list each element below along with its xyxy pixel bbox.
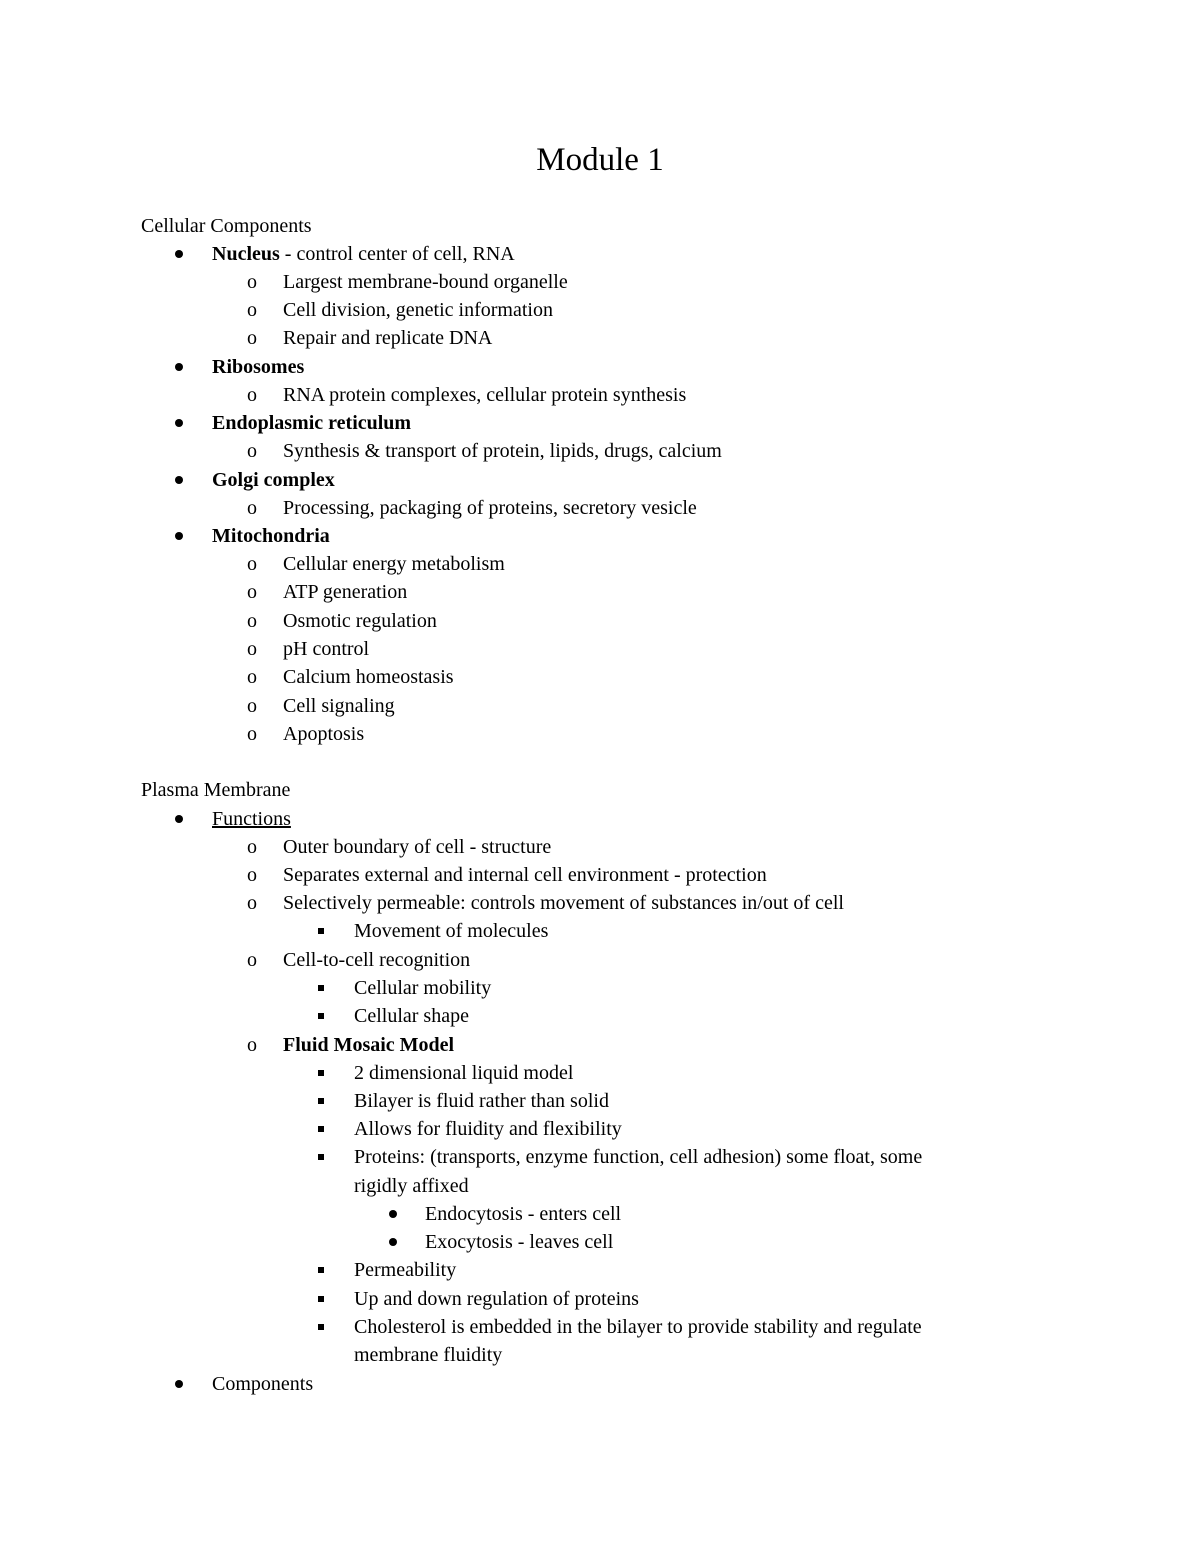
list-item-ribosomes: Ribosomes — [175, 353, 1075, 381]
bullet-circle-icon: o — [247, 723, 257, 745]
list-item-mitochondria: Mitochondria — [175, 522, 1075, 550]
list-item-functions: Functions — [175, 805, 1075, 833]
list-item-continuation: rigidly affixed — [354, 1175, 469, 1197]
bullet-circle-icon: o — [247, 497, 257, 519]
bullet-circle-icon: o — [247, 892, 257, 914]
list-item: Up and down regulation of proteins — [318, 1285, 1118, 1313]
bullet-square-icon — [318, 1324, 324, 1330]
bullet-square-icon — [318, 1070, 324, 1076]
list-item: Movement of molecules — [318, 917, 1118, 945]
bullet-circle-icon: o — [247, 864, 257, 886]
list-item: o Synthesis & transport of protein, lipids, drugs, calcium — [247, 437, 1147, 465]
bullet-disc-icon — [389, 1238, 397, 1246]
bullet-circle-icon: o — [247, 695, 257, 717]
list-item-golgi: Golgi complex — [175, 466, 1075, 494]
section-heading-plasma: Plasma Membrane — [141, 779, 291, 801]
list-item: o Apoptosis — [247, 720, 1147, 748]
list-item: o Largest membrane-bound organelle — [247, 268, 1147, 296]
bullet-disc-icon — [175, 815, 183, 823]
bullet-disc-icon — [389, 1210, 397, 1218]
list-item: o Cell-to-cell recognition — [247, 946, 1147, 974]
list-item: o Processing, packaging of proteins, secretory vesicle — [247, 494, 1147, 522]
bullet-square-icon — [318, 1154, 324, 1160]
list-item-nucleus: Nucleus - control center of cell, RNA — [175, 240, 1075, 268]
page-title: Module 1 — [536, 142, 664, 178]
list-item: Cellular shape — [318, 1002, 1118, 1030]
list-item: Endocytosis - enters cell — [389, 1200, 1089, 1228]
list-item: o Cell division, genetic information — [247, 296, 1147, 324]
bullet-circle-icon: o — [247, 638, 257, 660]
list-item: Bilayer is fluid rather than solid — [318, 1087, 1118, 1115]
bullet-square-icon — [318, 1126, 324, 1132]
list-item: Allows for fluidity and flexibility — [318, 1115, 1118, 1143]
bullet-circle-icon: o — [247, 299, 257, 321]
list-item-components: Components — [175, 1370, 1075, 1398]
bullet-circle-icon: o — [247, 271, 257, 293]
list-item: Cellular mobility — [318, 974, 1118, 1002]
bullet-square-icon — [318, 1098, 324, 1104]
bullet-square-icon — [318, 985, 324, 991]
bullet-circle-icon: o — [247, 1034, 257, 1056]
bullet-square-icon — [318, 1296, 324, 1302]
list-item: o pH control — [247, 635, 1147, 663]
bullet-circle-icon: o — [247, 836, 257, 858]
list-item: o Separates external and internal cell environment - protection — [247, 861, 1147, 889]
list-item: Cholesterol is embedded in the bilayer to provide stability and regulate — [318, 1313, 1118, 1341]
bullet-circle-icon: o — [247, 384, 257, 406]
list-item: Exocytosis - leaves cell — [389, 1228, 1089, 1256]
list-item: o Repair and replicate DNA — [247, 324, 1147, 352]
list-item-continuation: membrane fluidity — [354, 1344, 503, 1366]
bullet-disc-icon — [175, 250, 183, 258]
bullet-circle-icon: o — [247, 610, 257, 632]
list-item: Proteins: (transports, enzyme function, cell adhesion) some float, some — [318, 1143, 1118, 1171]
list-item: o Outer boundary of cell - structure — [247, 833, 1147, 861]
bullet-disc-icon — [175, 532, 183, 540]
bullet-square-icon — [318, 1267, 324, 1273]
list-item: o RNA protein complexes, cellular protein synthesis — [247, 381, 1147, 409]
bullet-circle-icon: o — [247, 553, 257, 575]
bullet-square-icon — [318, 1013, 324, 1019]
list-item: o Selectively permeable: controls movement of substances in/out of cell — [247, 889, 1147, 917]
list-item: 2 dimensional liquid model — [318, 1059, 1118, 1087]
bullet-disc-icon — [175, 419, 183, 427]
bullet-circle-icon: o — [247, 581, 257, 603]
bullet-disc-icon — [175, 1380, 183, 1388]
bullet-circle-icon: o — [247, 327, 257, 349]
bullet-disc-icon — [175, 363, 183, 371]
list-item-fluid-mosaic: o Fluid Mosaic Model — [247, 1031, 1147, 1059]
list-item: o Calcium homeostasis — [247, 663, 1147, 691]
list-item: o Cell signaling — [247, 692, 1147, 720]
section-heading-cellular: Cellular Components — [141, 215, 312, 237]
list-item: o Osmotic regulation — [247, 607, 1147, 635]
list-item: o ATP generation — [247, 578, 1147, 606]
bullet-square-icon — [318, 928, 324, 934]
bullet-circle-icon: o — [247, 666, 257, 688]
list-item: o Cellular energy metabolism — [247, 550, 1147, 578]
bullet-circle-icon: o — [247, 440, 257, 462]
list-item: Permeability — [318, 1256, 1118, 1284]
bullet-circle-icon: o — [247, 949, 257, 971]
bullet-disc-icon — [175, 476, 183, 484]
list-item-er: Endoplasmic reticulum — [175, 409, 1075, 437]
